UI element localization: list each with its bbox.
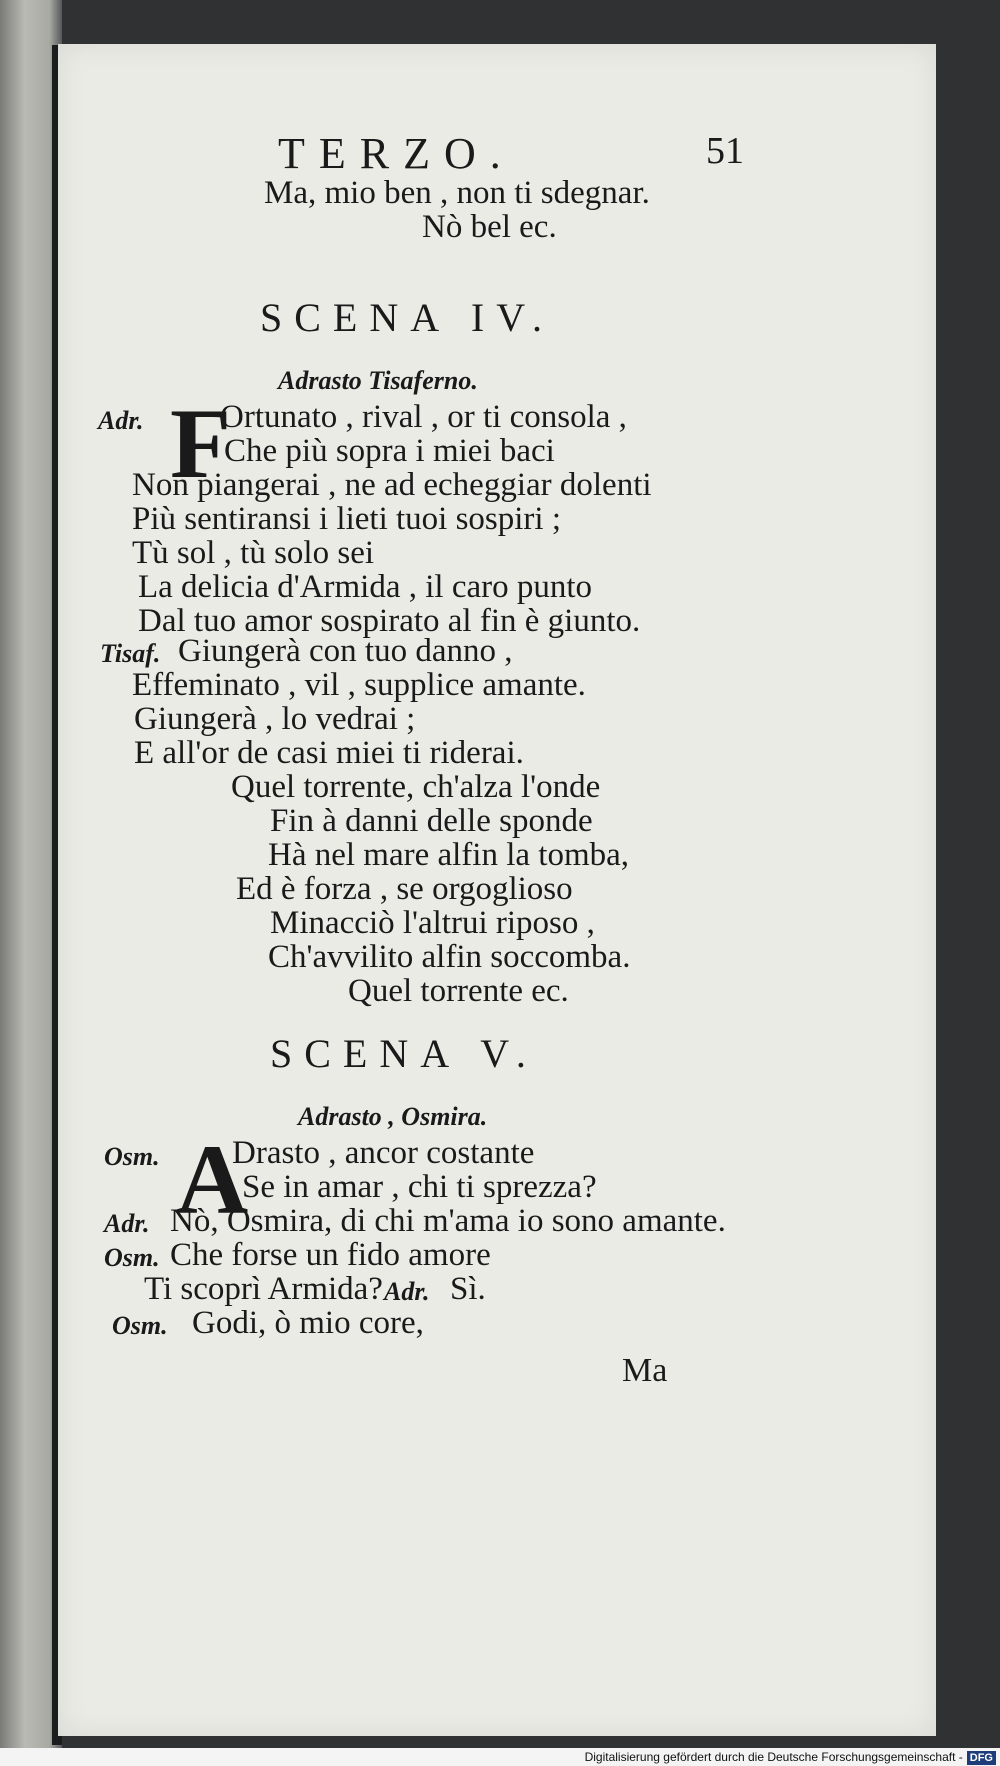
- verse-line: Dal tuo amor sospirato al fin è giunto.: [138, 603, 641, 639]
- aria-line: Fin à danni delle sponde: [270, 803, 593, 839]
- book-page: [58, 44, 936, 1736]
- verse-line: Ma, mio ben , non ti sdegnar.: [264, 175, 650, 211]
- aria-line: Ch'avvilito alfin soccomba.: [268, 939, 631, 975]
- drop-capital: F: [170, 388, 232, 499]
- scene-heading: SCENA V.: [270, 1031, 538, 1076]
- scene-characters: Adrasto Tisaferno.: [278, 366, 478, 395]
- aria-line: Hà nel mare alfin la tomba,: [268, 837, 630, 873]
- speaker-label: Tisaf.: [100, 639, 161, 668]
- verse-line: Giungerà con tuo danno ,: [178, 633, 513, 669]
- running-title: TERZO.: [278, 129, 515, 178]
- drop-capital: A: [176, 1124, 249, 1235]
- aria-line: Quel torrente ec.: [348, 973, 569, 1009]
- aria-line: Ed è forza , se orgoglioso: [236, 871, 573, 907]
- verse-line: Ti scoprì Armida?: [144, 1271, 383, 1307]
- verse-line: Non piangerai , ne ad echeggiar dolenti: [132, 467, 652, 503]
- digitization-footer: [0, 1748, 1000, 1766]
- footer-credit: Digitalisierung gefördert durch die Deutsche Forschungsgemeinschaft -: [584, 1750, 963, 1764]
- verse-line: Drasto , ancor costante: [232, 1135, 535, 1171]
- page-number: 51: [706, 130, 744, 172]
- verse-line: Che più sopra i miei baci: [224, 433, 555, 469]
- verse-line: La delicia d'Armida , il caro punto: [138, 569, 593, 605]
- verse-line: Sì.: [450, 1271, 486, 1307]
- verse-line: Tù sol , tù solo sei: [132, 535, 375, 571]
- speaker-label: Osm.: [104, 1142, 160, 1171]
- verse-line: Ortunato , rival , or ti consola ,: [220, 399, 627, 435]
- verse-line: Se in amar , chi ti sprezza?: [242, 1169, 597, 1205]
- verse-line: Nò bel ec.: [422, 209, 557, 245]
- scene-characters: Adrasto , Osmira.: [298, 1102, 488, 1131]
- speaker-label: Osm.: [112, 1311, 168, 1340]
- verse-line: Nò, Osmira, di chi m'ama io sono amante.: [170, 1203, 726, 1239]
- dfg-logo: DFG: [967, 1751, 996, 1765]
- verse-line: Che forse un fido amore: [170, 1237, 491, 1273]
- verse-line: Effeminato , vil , supplice amante.: [132, 667, 586, 703]
- speaker-label: Adr.: [104, 1209, 150, 1238]
- aria-line: Quel torrente, ch'alza l'onde: [231, 769, 601, 805]
- verse-line: Godi, ò mio core,: [192, 1305, 424, 1341]
- speaker-label: Osm.: [104, 1243, 160, 1272]
- scene-heading: SCENA IV.: [260, 295, 554, 340]
- catchword: Ma: [622, 1352, 668, 1389]
- speaker-label: Adr.: [384, 1277, 430, 1306]
- verse-line: E all'or de casi miei ti riderai.: [134, 735, 524, 771]
- verse-line: Più sentiransi i lieti tuoi sospiri ;: [132, 501, 561, 537]
- verse-line: Giungerà , lo vedrai ;: [134, 701, 416, 737]
- speaker-label: Adr.: [98, 406, 144, 435]
- aria-line: Minacciò l'altrui riposo ,: [270, 905, 595, 941]
